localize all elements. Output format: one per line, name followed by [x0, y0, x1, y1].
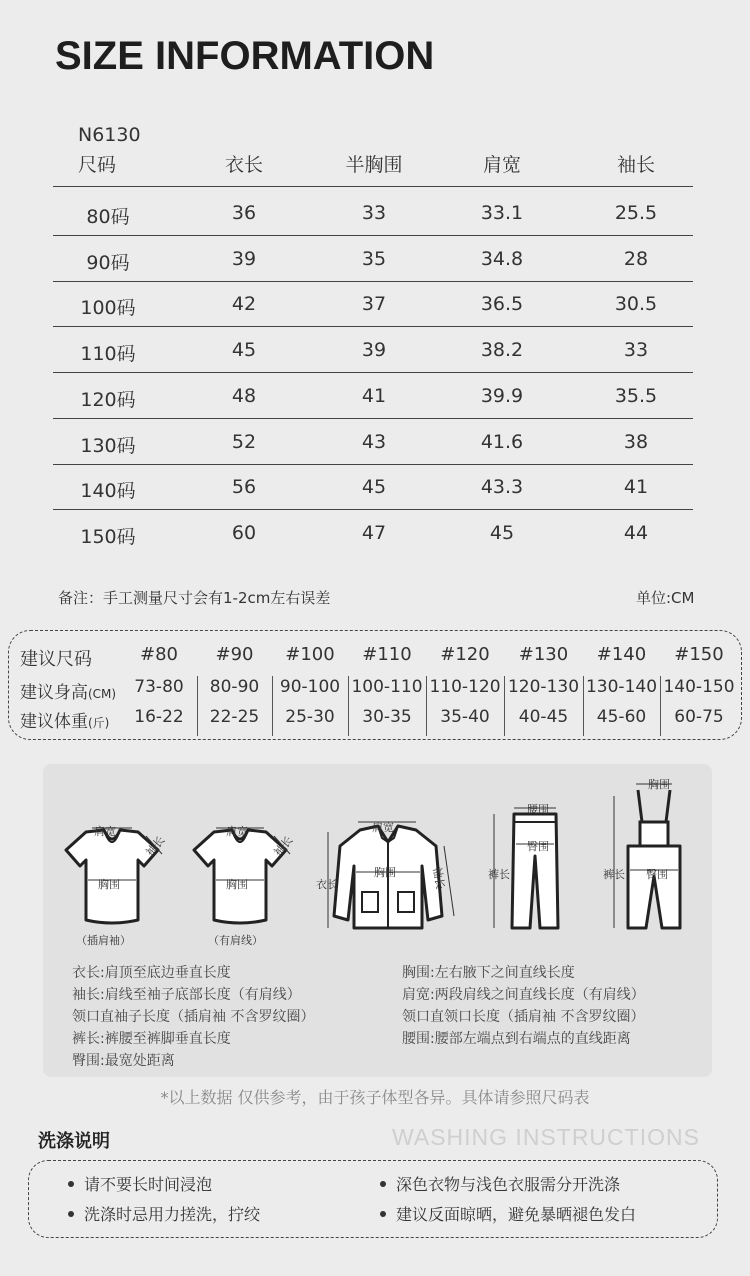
fig2-shoulder-label: 肩宽 [226, 825, 248, 838]
header-sleeve: 袖长 [616, 154, 655, 176]
measurement-cell: 39 [361, 339, 387, 362]
washing-tip-text: 洗涤时忌用力搓洗，拧绞 [84, 1205, 261, 1224]
recommend-height: 130-140 [585, 677, 658, 697]
measurement-cell: 30.5 [614, 293, 658, 316]
column-divider [272, 676, 273, 736]
recommend-size-label: 建议尺码 [20, 649, 92, 670]
recommend-height: 90-100 [279, 677, 341, 697]
measurement-cell: 56 [231, 476, 257, 499]
measurement-cell: 48 [231, 384, 257, 407]
size-cell: 140码 [80, 480, 136, 503]
measurement-cell: 47 [361, 521, 387, 544]
fig5-chest-label: 胸围 [648, 778, 670, 791]
fig5-length-label: 裤长 [603, 868, 625, 881]
recommend-weight: 35-40 [440, 707, 490, 727]
table-divider [53, 281, 693, 282]
measurement-cell: 25.5 [614, 202, 658, 224]
recommend-height-label [20, 678, 116, 703]
recommend-weight: 30-35 [362, 707, 412, 727]
washing-tip [68, 1172, 212, 1195]
fig1-shoulder-label: 肩宽 [94, 825, 116, 838]
measurement-cell: 45 [489, 521, 515, 544]
bullet-icon [380, 1181, 386, 1187]
measurement-cell: 42 [231, 293, 257, 316]
recommend-weight-label-text: 建议体重 [20, 712, 88, 732]
column-divider [197, 676, 198, 736]
table-divider [53, 464, 693, 465]
measurement-cell: 41 [361, 384, 387, 407]
measurement-cell: 35.5 [614, 384, 658, 407]
fig2-chest-label: 胸围 [226, 878, 248, 891]
recommend-weight: 60-75 [674, 707, 724, 727]
measurement-cell: 38.2 [480, 339, 524, 362]
size-cell: 100码 [80, 297, 136, 320]
recommend-size: #150 [674, 644, 724, 665]
recommend-size: #110 [362, 644, 412, 665]
header-length: 衣长 [224, 154, 263, 176]
definition-right: 胸围:左右腋下之间直线长度 [402, 965, 575, 981]
header-chest: 半胸围 [345, 154, 403, 176]
column-divider [348, 676, 349, 736]
size-cell: 90码 [86, 251, 130, 274]
column-divider [583, 676, 584, 736]
fig1-sleeve-label: 袖长 [143, 833, 168, 859]
washing-tip [380, 1172, 620, 1195]
overalls-icon [602, 776, 694, 932]
washing-tip-text: 请不要长时间浸泡 [84, 1175, 213, 1194]
column-divider [426, 676, 427, 736]
washing-tip-text: 建议反面晾晒，避免暴晒褪色发白 [396, 1205, 637, 1224]
unit-label: 单位:CM [636, 589, 695, 607]
page-title: SIZE INFORMATION [55, 34, 435, 78]
recommend-weight: 45-60 [596, 707, 647, 727]
measurement-cell: 39 [231, 247, 257, 270]
recommend-weight: 25-30 [285, 707, 335, 727]
measurement-cell: 60 [231, 521, 257, 544]
header-size: 尺码 [78, 154, 117, 176]
fig5-hip-label: 臀围 [646, 868, 668, 881]
table-divider [53, 186, 693, 187]
style-code: N6130 [78, 124, 141, 146]
bullet-icon [380, 1211, 386, 1217]
fig3-chest-label: 胸围 [374, 866, 396, 879]
measurement-cell: 45 [231, 339, 257, 362]
fig2-sleeve-label: 袖长 [271, 833, 296, 859]
recommend-size: #100 [285, 644, 335, 665]
recommend-height: 140-150 [663, 677, 735, 697]
recommend-size: #140 [596, 644, 647, 665]
measurement-cell: 37 [361, 293, 387, 316]
recommend-height: 100-110 [351, 677, 423, 697]
definition-left: 领口直袖子长度（插肩袖 不含罗纹圈） [72, 1009, 315, 1025]
column-divider [504, 676, 505, 736]
fig1-caption: （插肩袖） [76, 934, 131, 947]
measurement-cell: 33 [361, 202, 387, 224]
measurement-cell: 41 [623, 476, 649, 499]
washing-tip-text: 深色衣物与浅色衣服需分开洗涤 [396, 1175, 621, 1194]
fig2-caption: （有肩线） [208, 934, 263, 947]
measurement-cell: 52 [231, 430, 257, 453]
fig4-length-label: 裤长 [488, 868, 510, 881]
table-divider [53, 326, 693, 327]
recommend-height-label-text: 建议身高 [20, 683, 88, 703]
measurement-cell: 39.9 [480, 384, 524, 407]
measurement-cell: 41.6 [480, 430, 524, 453]
recommend-height: 73-80 [134, 677, 184, 697]
definition-left: 臀围:最宽处距离 [72, 1053, 175, 1069]
bullet-icon [68, 1181, 74, 1187]
fig3-length-label: 衣长 [316, 878, 338, 891]
recommend-size: #80 [140, 644, 178, 665]
table-divider [53, 418, 693, 419]
washing-title: 洗涤说明 [38, 1131, 110, 1152]
column-divider [660, 676, 661, 736]
table-divider [53, 509, 693, 510]
measurement-cell: 45 [361, 476, 387, 499]
recommend-height: 110-120 [429, 677, 501, 697]
measurement-cell: 33.1 [480, 202, 524, 224]
definition-left: 裤长:裤腰至裤脚垂直长度 [72, 1031, 231, 1047]
washing-tip [380, 1202, 636, 1225]
recommend-weight-label [20, 707, 109, 732]
measurement-note: 备注：手工测量尺寸会有1-2cm左右误差 [58, 589, 331, 607]
measurement-cell: 36.5 [480, 293, 524, 316]
recommend-height-unit: (CM) [88, 687, 117, 701]
fig3-sleeve-label: 袖长 [430, 866, 447, 891]
measurement-cell: 43 [361, 430, 387, 453]
table-divider [53, 372, 693, 373]
recommend-weight: 16-22 [134, 707, 184, 727]
table-divider [53, 235, 693, 236]
recommend-height: 120-130 [507, 677, 580, 697]
fig3-shoulder-label: 肩宽 [372, 821, 394, 834]
measurement-cell: 43.3 [480, 476, 524, 499]
recommend-size: #120 [440, 644, 490, 665]
fig1-chest-label: 胸围 [98, 878, 120, 891]
header-shoulder: 肩宽 [482, 154, 521, 176]
measurement-cell: 36 [231, 202, 257, 224]
size-cell: 110码 [80, 343, 136, 366]
recommend-size: #130 [518, 644, 569, 665]
washing-tip [68, 1202, 260, 1225]
recommend-height: 80-90 [209, 677, 260, 697]
definition-right: 领口直领口长度（插肩袖 不含罗纹圈） [402, 1009, 645, 1025]
bullet-icon [68, 1211, 74, 1217]
measurement-cell: 33 [623, 339, 649, 362]
size-cell: 150码 [80, 525, 136, 548]
measurement-cell: 28 [623, 247, 649, 270]
fig4-waist-label: 腰围 [527, 803, 549, 816]
size-cell: 130码 [80, 434, 136, 457]
recommend-weight-unit: (斤) [88, 716, 110, 730]
size-cell: 80码 [86, 206, 130, 228]
size-cell: 120码 [80, 388, 136, 411]
disclaimer: *以上数据 仅供参考，由于孩子体型各异。具体请参照尺码表 [160, 1088, 590, 1107]
measurement-cell: 38 [623, 430, 649, 453]
measurement-cell: 35 [361, 247, 387, 270]
recommend-size: #90 [215, 644, 254, 665]
definition-left: 袖长:肩线至袖子底部长度（有肩线） [72, 987, 301, 1003]
definition-right: 肩宽:两段肩线之间直线长度（有肩线） [402, 987, 645, 1003]
measurement-cell: 34.8 [480, 247, 524, 270]
definition-right: 腰围:腰部左端点到右端点的直线距离 [402, 1031, 631, 1047]
definition-left: 衣长:肩顶至底边垂直长度 [72, 965, 231, 981]
washing-title-en: WASHING INSTRUCTIONS [392, 1124, 700, 1150]
recommend-weight: 22-25 [209, 707, 260, 727]
recommend-weight: 40-45 [518, 707, 569, 727]
measurement-cell: 44 [623, 521, 649, 544]
fig4-hip-label: 臀围 [527, 840, 549, 853]
